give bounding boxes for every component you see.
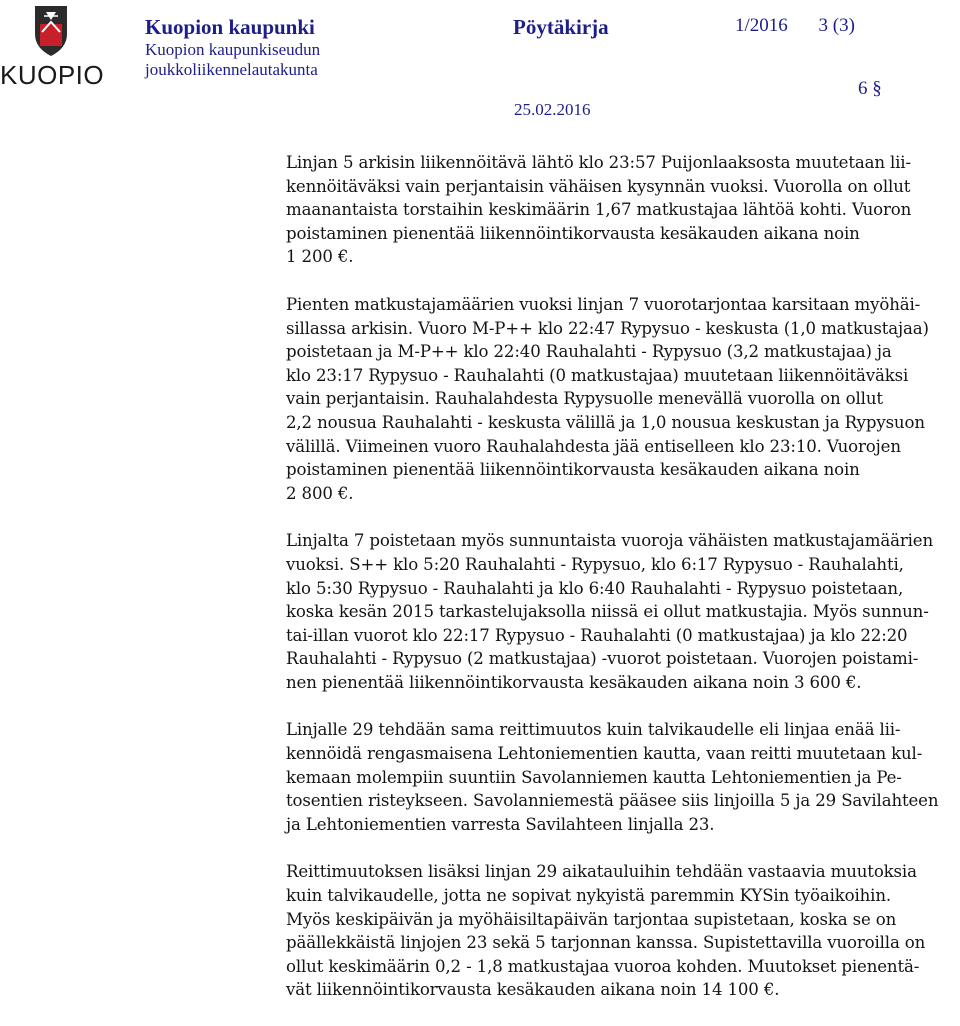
organization-name: Kuopion kaupunki [145,15,315,39]
paragraph: Linjalta 7 poistetaan myös sunnuntaista vuoroja vähäisten matkustajamäärien vuoksi. S++ klo 5:20 Rauhalahti - Rypysuo, klo 6:17 Rypysuo - Rauhalahti, klo 5:30 Rypysuo - Rauhalahti ja klo 6:40 Rauhalahti - Rypysuo poistetaan, koska kesän 2015 tarkastelujaksolla niissä ei ollut matkustajia. Myös sunnun- tai-illan vuorot klo 22:17 Rypysuo - Rauhalahti (0 matkustajaa) ja klo 22:20 Rauhalahti - Rypysuo (2 matkustajaa) -vuorot poistetaan. Vuorojen poistami- nen pienentää liikennöintikorvausta kesäkauden aikana noin 3 600 €. [286,531,934,692]
subunit-line-2: joukkoliikennelautakunta [145,60,318,79]
document-body [286,151,958,1026]
paragraph: Linjalle 29 tehdään sama reittimuutos kuin talvikaudelle eli linjaa enää lii- kennöidä rengasmaisena Lehtoniementien kautta, vaan reitti muutetaan kul- kemaan molempiin suuntiin Savolanniemen kautta Lehtoniementien ja Pe- tosentien risteykseen. Savolanniemestä pääsee siis linjoilla 5 ja 29 Savilahteen ja Lehtoniementien varresta Savilahteen linjalla 23. [286,720,939,834]
document-number: 1/2016 [735,15,788,36]
page-number: 3 (3) [818,15,855,36]
paragraph: Reittimuutoksen lisäksi linjan 29 aikatauluihin tehdään vastaavia muutoksia kuin talvikaudelle, jotta ne sopivat nykyistä paremmin KYSin työaikoihin. Myös keskipäivän ja myöhäisiltapäivän tarjontaa supistetaan, koska se on päällekkäistä linjojen 23 sekä 5 tarjonnan kanssa. Supistettavilla vuoroilla on ollut keskimäärin 0,2 - 1,8 matkustajaa vuoroa kohden. Muutokset pienentä- vät liikennöintikorvausta kesäkauden aikana noin 14 100 €. [286,862,926,1000]
document-type: Pöytäkirja [513,15,609,39]
paragraph: Linjan 5 arkisin liikennöitävä lähtö klo 23:57 Puijonlaaksosta muutetaan lii- kennöitäväksi vain perjantaisin vähäisen kysynnän vuoksi. Vuorolla on ollut maanantaista torstaihin keskimäärin 1,67 matkustajaa lähtöä kohti. Vuoron poistaminen pienentää liikennöintikorvausta kesäkauden aikana noin 1 200 €. [286,153,912,267]
document-meta [735,15,881,37]
paragraph: Pienten matkustajamäärien vuoksi linjan 7 vuorotarjontaa karsitaan myöhäi- sillassa arkisin. Vuoro M-P++ klo 22:47 Rypysuo - keskusta (1,0 matkustajaa) poistetaan ja M-P++ klo 22:40 Rauhalahti - Rypysuo (3,2 matkustajaa) ja klo 23:17 Rypysuo - Rauhalahti (0 matkustajaa) muutetaan liikennöitäväksi vain perjantaisin. Rauhalahdesta Rypysuolle menevällä vuorolla on ollut 2,2 nousua Rauhalahti - keskusta välillä ja 1,0 nousua keskustan ja Rypysuon välillä. Viimeinen vuoro Rauhalahdesta jää entiselleen klo 23:10. Vuorojen poistaminen pienentää liikennöintikorvausta kesäkauden aikana noin 2 800 €. [286,294,929,503]
meeting-date: 25.02.2016 [514,100,591,119]
subunit-line-1: Kuopion kaupunkiseudun [145,40,321,59]
section-number: 6 § [858,78,882,99]
logo-wordmark: KUOPIO [0,60,105,90]
